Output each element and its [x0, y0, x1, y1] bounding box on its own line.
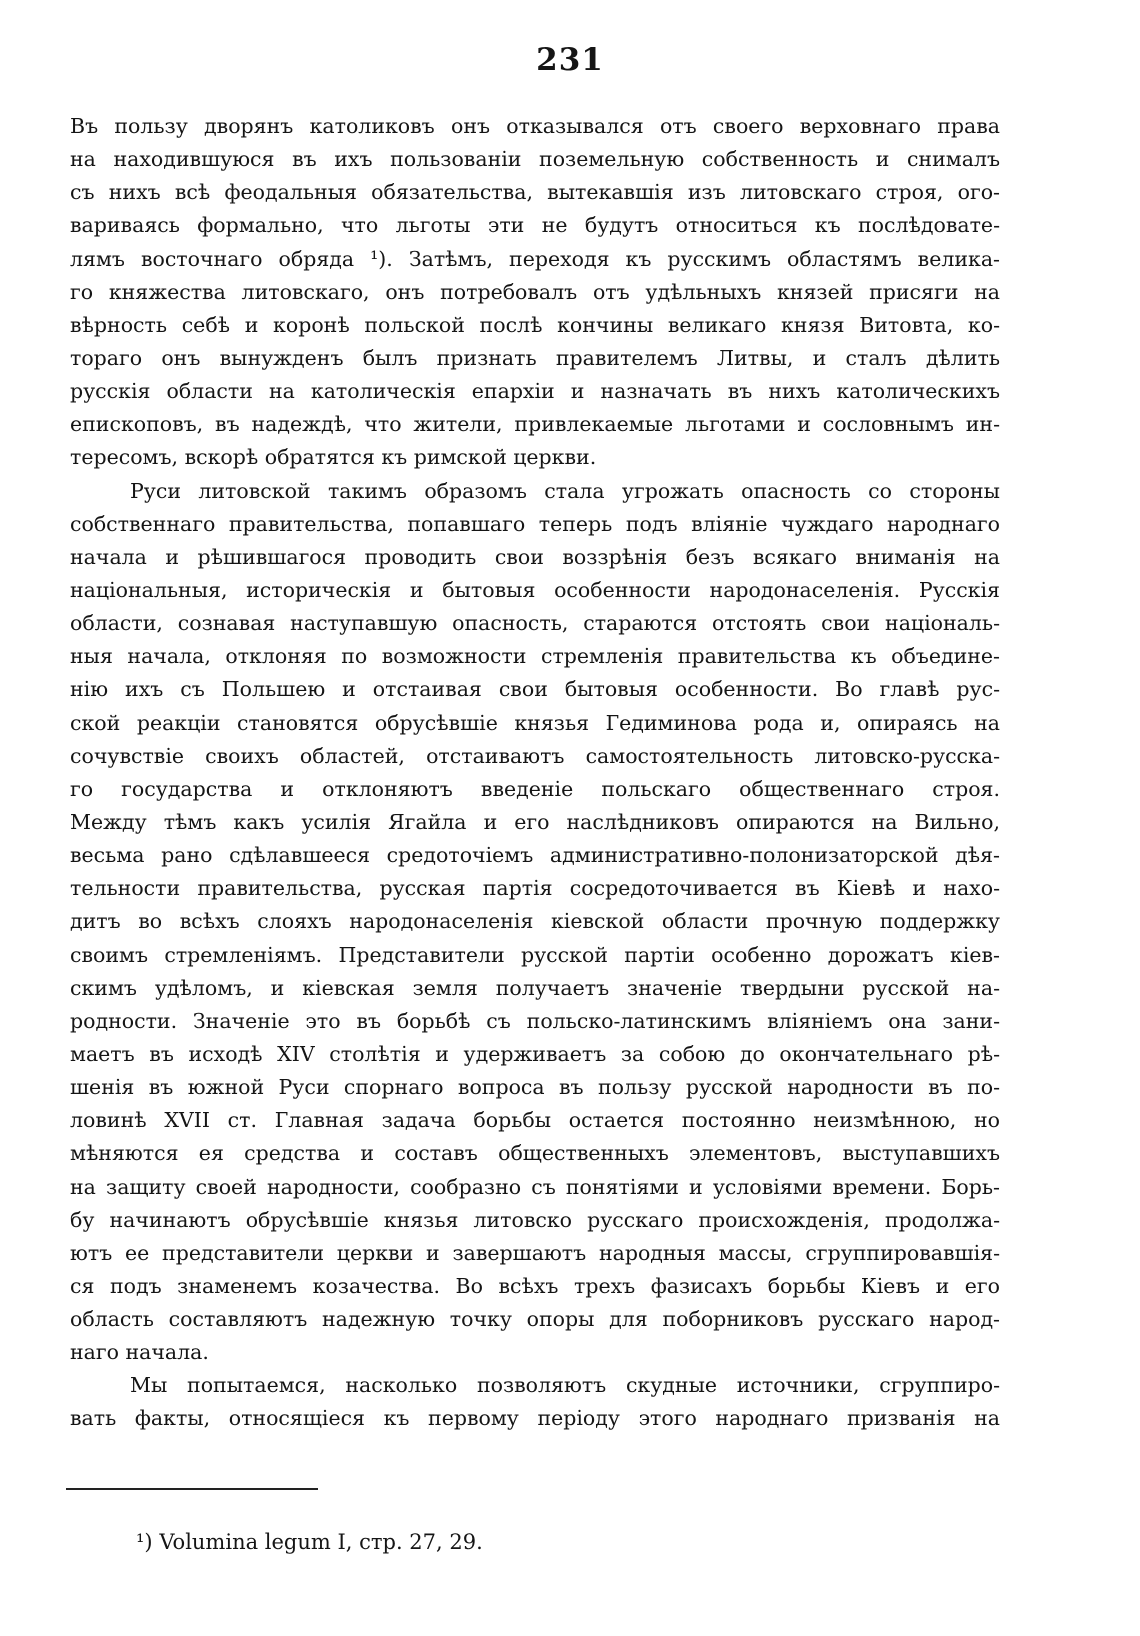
text-line: собственнаго правительства, попавшаго теперь подъ вліяніе чуждаго народнаго: [70, 511, 1000, 536]
text-line: національныя, историческія и бытовыя особенности народонаселенія. Русскія: [70, 577, 1000, 602]
text-line: епископовъ, въ надеждѣ, что жители, привлекаемые льготами и сословнымъ ин-: [70, 412, 1000, 437]
text-line: ловинѣ XVII ст. Главная задача борьбы остается постоянно неизмѣнною, но: [70, 1108, 1000, 1133]
text-line: области, сознавая наступавшую опасность, стараются отстоять свои національ-: [70, 611, 1000, 636]
text-line: тельности правительства, русская партія сосредоточивается въ Кіевѣ и нахо-: [70, 876, 1000, 901]
text-line: ся подъ знаменемъ козачества. Во всѣхъ трехъ фазисахъ борьбы Кіевъ и его: [70, 1273, 1000, 1298]
text-line: мѣняются ея средства и составъ общественныхъ элементовъ, выступавшихъ: [70, 1141, 1000, 1166]
text-line: съ нихъ всѣ феодальныя обязательства, вытекавшія изъ литовскаго строя, ого-: [70, 180, 1000, 205]
footnote: [136, 1530, 483, 1554]
text-line: тересомъ, вскорѣ обратятся къ римской церкви.: [70, 445, 597, 470]
text-line: весьма рано сдѣлавшееся средоточіемъ административно-полонизаторской дѣя-: [70, 843, 1000, 868]
text-line: ской реакціи становятся обрусѣвшіе князья Гедиминова рода и, опираясь на: [70, 710, 1000, 735]
footnote-rule: [66, 1488, 318, 1490]
text-line: бу начинаютъ обрусѣвшіе князья литовско русскаго происхожденія, продолжа-: [70, 1207, 1000, 1232]
text-line: шенія въ южной Руси спорнаго вопроса въ пользу русской народности въ по-: [70, 1075, 1000, 1100]
text-line: Мы попытаемся, насколько позволяютъ скудные источники, сгруппиро-: [130, 1373, 1000, 1398]
footnote-mark: ¹): [136, 1530, 153, 1554]
text-line: Между тѣмъ какъ усилія Ягайла и его наслѣдниковъ опираются на Вильно,: [70, 809, 1000, 834]
text-line: Руси литовской такимъ образомъ стала угрожать опасность со стороны: [130, 478, 1000, 503]
text-line: сочувствіе своихъ областей, отстаиваютъ самостоятельность литовско-русска-: [70, 743, 1000, 768]
footnote-text: Volumina legum I, стр. 27, 29.: [159, 1530, 483, 1554]
text-line: своимъ стремленіямъ. Представители русской партіи особенно дорожатъ кіев-: [70, 942, 1000, 967]
text-line: родности. Значеніе это въ борьбѣ съ польско-латинскимъ вліяніемъ она зани-: [70, 1008, 1000, 1033]
text-line: маетъ въ исходѣ XIV столѣтія и удерживаетъ за собою до окончательнаго рѣ-: [70, 1041, 1000, 1066]
body-text: [70, 110, 1000, 1436]
text-line: ныя начала, отклоняя по возможности стремленія правительства къ объедине-: [70, 644, 1000, 669]
text-line: дитъ во всѣхъ слояхъ народонаселенія кіевской области прочную поддержку: [70, 909, 1000, 934]
text-line: русскія области на католическія епархіи и назначать въ нихъ католическихъ: [70, 379, 1000, 404]
text-line: начала и рѣшившагося проводить свои воззрѣнія безъ всякаго вниманія на: [70, 544, 1000, 569]
text-line: го государства и отклоняютъ введеніе польскаго общественнаго строя.: [70, 776, 1000, 801]
text-line: вариваясь формально, что льготы эти не будутъ относиться къ послѣдовате-: [70, 213, 1000, 238]
page-number: 231: [536, 42, 604, 78]
text-line: область составляютъ надежную точку опоры для поборниковъ русскаго народ-: [70, 1307, 1000, 1332]
text-line: Въ пользу дворянъ католиковъ онъ отказывался отъ своего верховнаго права: [70, 114, 1000, 138]
text-line: вѣрность себѣ и коронѣ польской послѣ кончины великаго князя Витовта, ко-: [70, 312, 1000, 337]
text-line: на находившуюся въ ихъ пользованіи поземельную собственность и снималъ: [70, 147, 1000, 172]
text-line: го княжества литовскаго, онъ потребовалъ отъ удѣльныхъ князей присяги на: [70, 279, 1000, 304]
text-line: наго начала.: [70, 1340, 209, 1365]
text-line: тораго онъ вынужденъ былъ признать правителемъ Литвы, и сталъ дѣлить: [70, 345, 1000, 370]
text-line: скимъ удѣломъ, и кіевская земля получаетъ значеніе твердыни русской на-: [70, 975, 1000, 1000]
text-line: вать факты, относящіеся къ первому періоду этого народнаго призванія на: [70, 1406, 1000, 1431]
text-line: на защиту своей народности, сообразно съ понятіями и условіями времени. Борь-: [70, 1174, 1000, 1199]
text-line: ютъ ее представители церкви и завершаютъ народныя массы, сгруппировавшія-: [70, 1240, 1000, 1265]
text-line: нію ихъ съ Польшею и отстаивая свои бытовыя особенности. Во главѣ рус-: [70, 677, 1000, 702]
text-line: лямъ восточнаго обряда ¹). Затѣмъ, переходя къ русскимъ областямъ велика-: [70, 246, 1000, 271]
